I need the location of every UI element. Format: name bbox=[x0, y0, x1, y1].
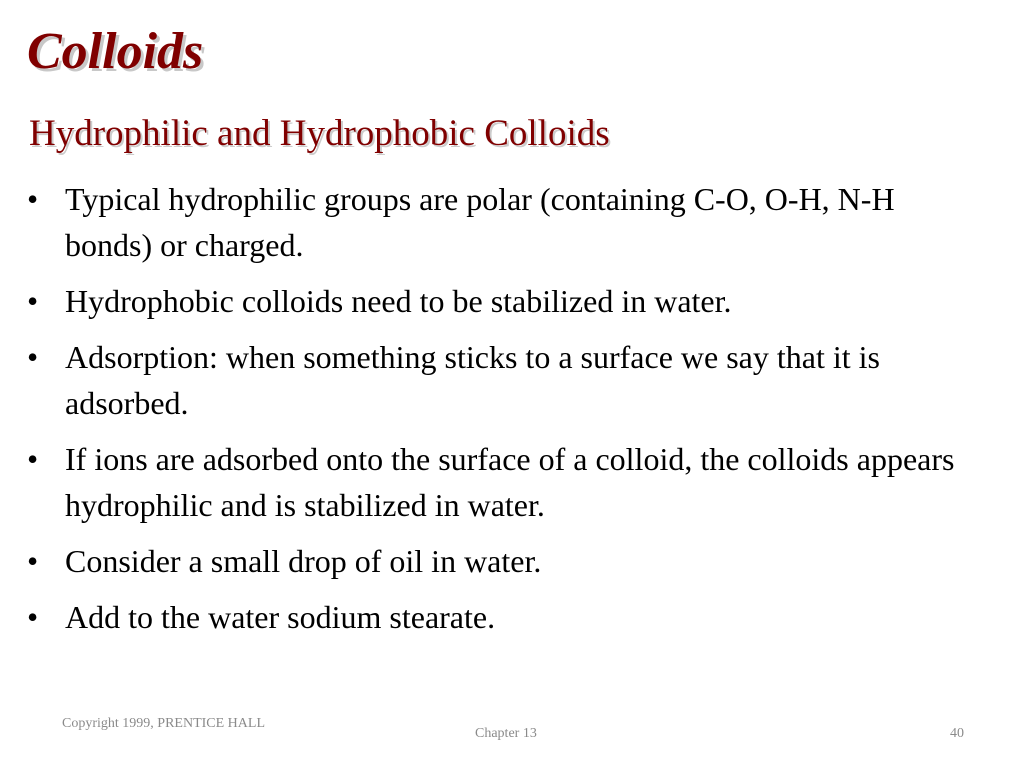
bullet-item bbox=[27, 594, 987, 640]
bullet-marker: • bbox=[27, 283, 39, 319]
bullet-list bbox=[27, 176, 987, 650]
bullet-text: Adsorption: when something sticks to a surface we say that it is adsorbed. bbox=[65, 339, 880, 421]
bullet-text: Consider a small drop of oil in water. bbox=[65, 543, 542, 579]
bullet-marker: • bbox=[27, 543, 39, 579]
bullet-text: Add to the water sodium stearate. bbox=[65, 599, 496, 635]
footer-page-number: 40 bbox=[950, 726, 964, 741]
bullet-marker: • bbox=[27, 181, 39, 217]
bullet-item bbox=[27, 538, 987, 584]
bullet-text: If ions are adsorbed onto the surface of a colloid, the colloids appears hydrophilic and is stabilized in water. bbox=[65, 441, 955, 523]
bullet-marker: • bbox=[27, 599, 39, 635]
bullet-item bbox=[27, 278, 987, 324]
footer-chapter: Chapter 13 bbox=[475, 726, 537, 741]
bullet-item bbox=[27, 436, 987, 528]
bullet-item bbox=[27, 334, 987, 426]
slide-subtitle: Hydrophilic and Hydrophobic Colloids bbox=[29, 113, 610, 154]
footer-copyright: Copyright 1999, PRENTICE HALL bbox=[62, 716, 265, 731]
bullet-text: Hydrophobic colloids need to be stabilized in water. bbox=[65, 283, 732, 319]
bullet-item bbox=[27, 176, 987, 268]
bullet-marker: • bbox=[27, 441, 39, 477]
bullet-text: Typical hydrophilic groups are polar (containing C-O, O-H, N-H bonds) or charged. bbox=[65, 181, 895, 263]
bullet-marker: • bbox=[27, 339, 39, 375]
slide-title: Colloids bbox=[27, 23, 204, 80]
